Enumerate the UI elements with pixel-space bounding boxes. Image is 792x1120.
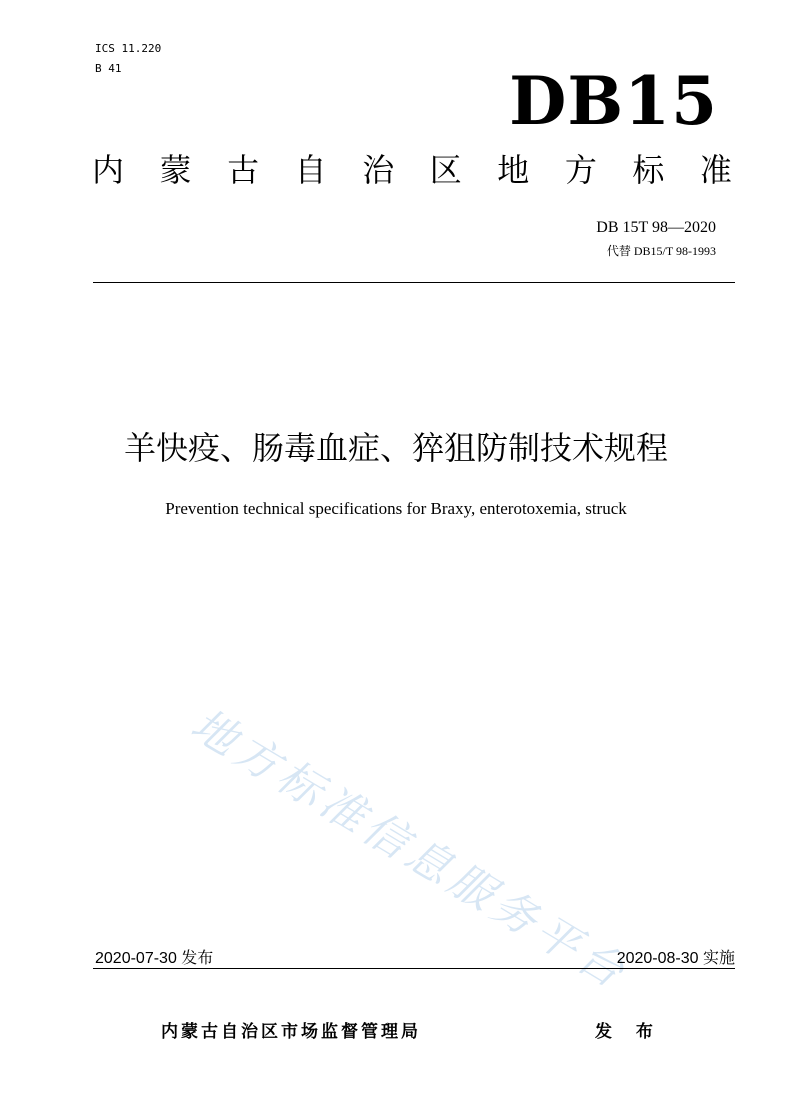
standard-type-char: 治 [362, 151, 395, 189]
document-title: 羊快疫、肠毒血症、猝狙防制技术规程 [123, 429, 668, 467]
standard-type-char: 内 [92, 151, 125, 189]
standard-type-heading [92, 150, 732, 190]
standard-type-char: 自 [294, 151, 327, 189]
footer-divider [93, 968, 735, 969]
standard-type-char: 标 [632, 151, 665, 189]
standard-type-char: 古 [227, 151, 260, 189]
implement-date: 2020-08-30 实施 [616, 950, 735, 967]
standard-type-char: 地 [497, 151, 530, 189]
standard-type-char: 区 [429, 151, 462, 189]
standard-type-char: 准 [699, 151, 732, 189]
publish-date: 2020-07-30 发布 [95, 950, 214, 967]
issue-label: 发 布 [595, 1022, 662, 1042]
classification-code: B 41 [95, 62, 122, 75]
header-divider [93, 282, 735, 283]
replaces-note: 代替 DB15/T 98-1993 [606, 244, 716, 258]
watermark: 地方标准信息服务平台 [182, 699, 638, 1001]
issuing-authority: 内蒙古自治区市场监督管理局 [161, 1022, 421, 1042]
document-title-english: Prevention technical specifications for Braxy, enterotoxemia, struck [165, 499, 627, 518]
ics-code: ICS 11.220 [95, 42, 162, 55]
standard-type-char: 方 [564, 151, 597, 189]
db-logo: DB15 [509, 62, 718, 140]
standard-type-char: 蒙 [159, 151, 192, 189]
standard-code: DB 15T 98—2020 [596, 219, 716, 236]
